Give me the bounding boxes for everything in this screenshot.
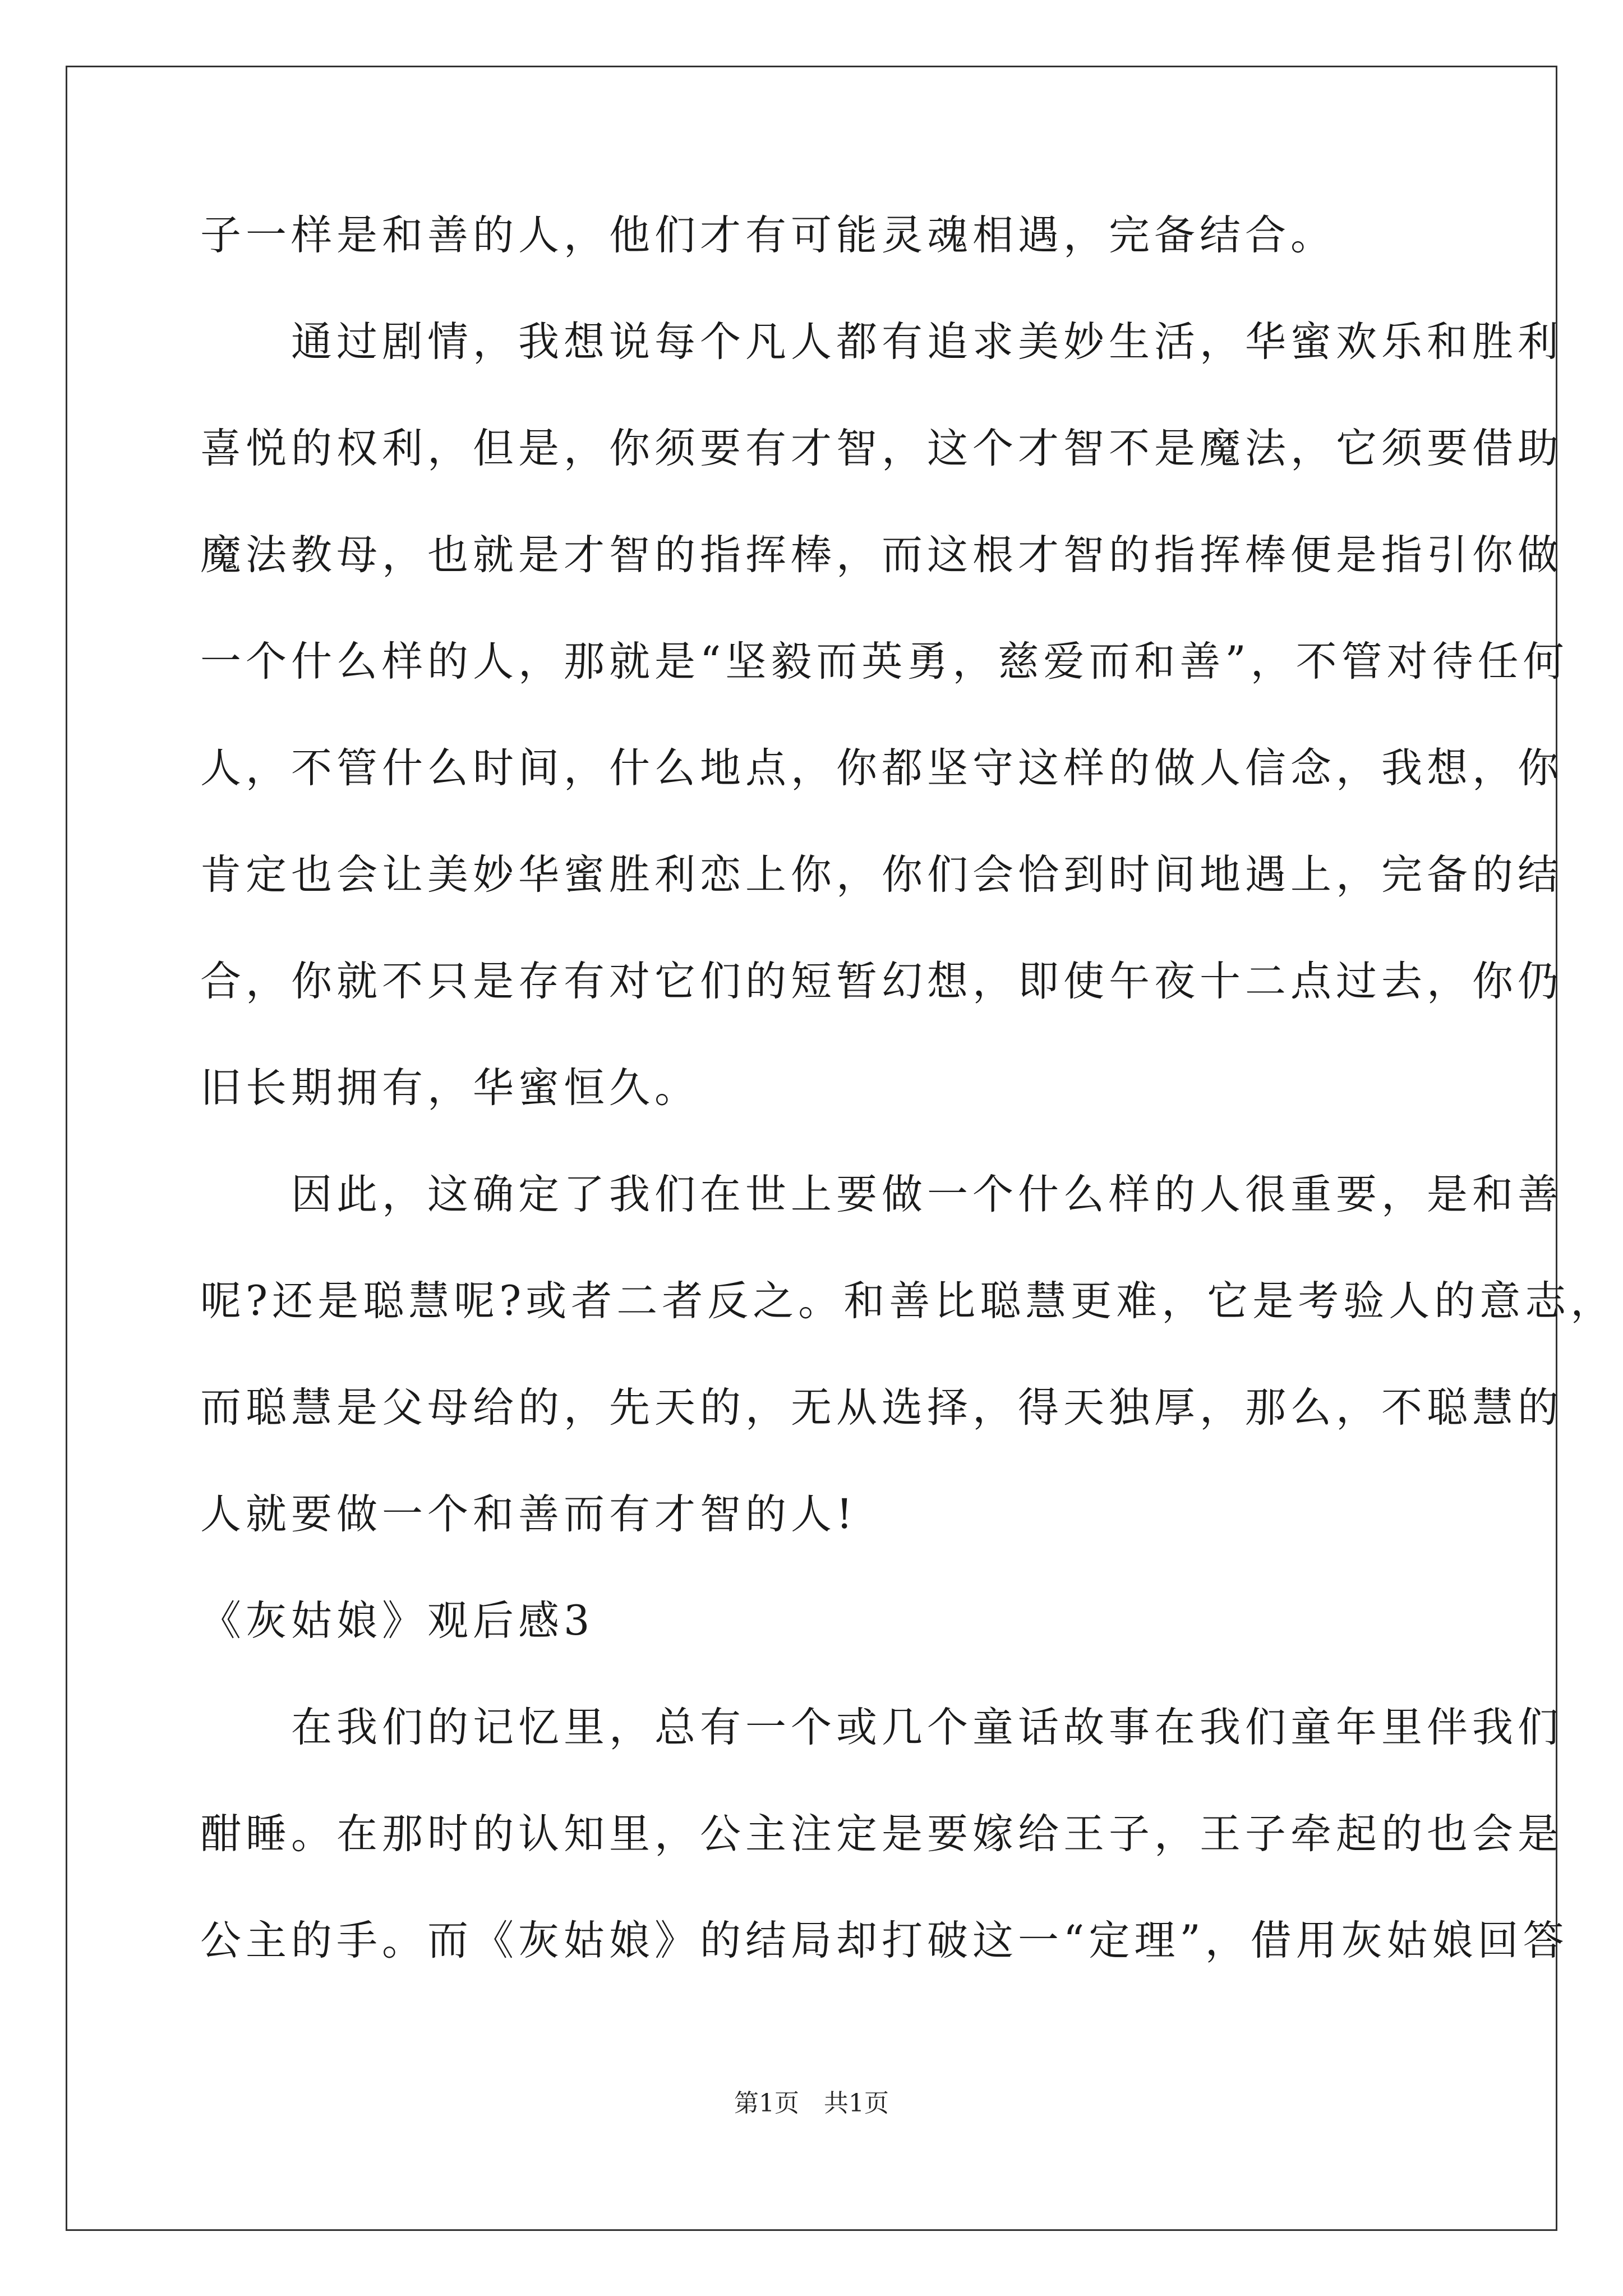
paragraph-start: 通过剧情，我想说每个凡人都有追求美妙生活，华蜜欢乐和胜利 [200,318,1563,366]
text-line: 人就要做一个和善而有才智的人! [200,1490,857,1538]
text-line: 旧长期拥有，华蜜恒久。 [200,1064,700,1112]
text-line: 合，你就不只是存有对它们的短暂幻想，即使午夜十二点过去，你仍 [200,958,1563,1005]
text-line: 呢?还是聪慧呢?或者二者反之。和善比聪慧更难，它是考验人的意志， [200,1277,1616,1325]
text-line: 酣睡。在那时的认知里，公主注定是要嫁给王子，王子牵起的也会是 [200,1810,1563,1858]
text-line: 子一样是和善的人，他们才有可能灵魂相遇，完备结合。 [200,211,1336,259]
text-line: 公主的手。而《灰姑娘》的结局却打破这一“定理”，借用灰姑娘回答 [200,1917,1569,1964]
paragraph-start: 在我们的记忆里，总有一个或几个童话故事在我们童年里伴我们 [200,1704,1563,1751]
text-line: 魔法教母，也就是才智的指挥棒，而这根才智的指挥棒便是指引你做 [200,531,1563,579]
text-line: 肯定也会让美妙华蜜胜利恋上你，你们会恰到时间地遇上，完备的结 [200,851,1563,899]
text-line: 而聪慧是父母给的，先天的，无从选择，得天独厚，那么，不聪慧的 [200,1384,1563,1432]
page-border [66,66,1557,2231]
text-line: 人，不管什么时间，什么地点，你都坚守这样的做人信念，我想，你 [200,744,1563,792]
paragraph-start: 因此，这确定了我们在世上要做一个什么样的人很重要，是和善 [200,1171,1563,1218]
section-heading: 《灰姑娘》观后感3 [200,1597,594,1645]
text-line: 喜悦的权利，但是，你须要有才智，这个才智不是魔法，它须要借助 [200,425,1563,472]
text-line: 一个什么样的人，那就是“坚毅而英勇，慈爱而和善”，不管对待任何 [200,638,1569,685]
page-footer: 第1页 共1页 [734,2089,889,2118]
